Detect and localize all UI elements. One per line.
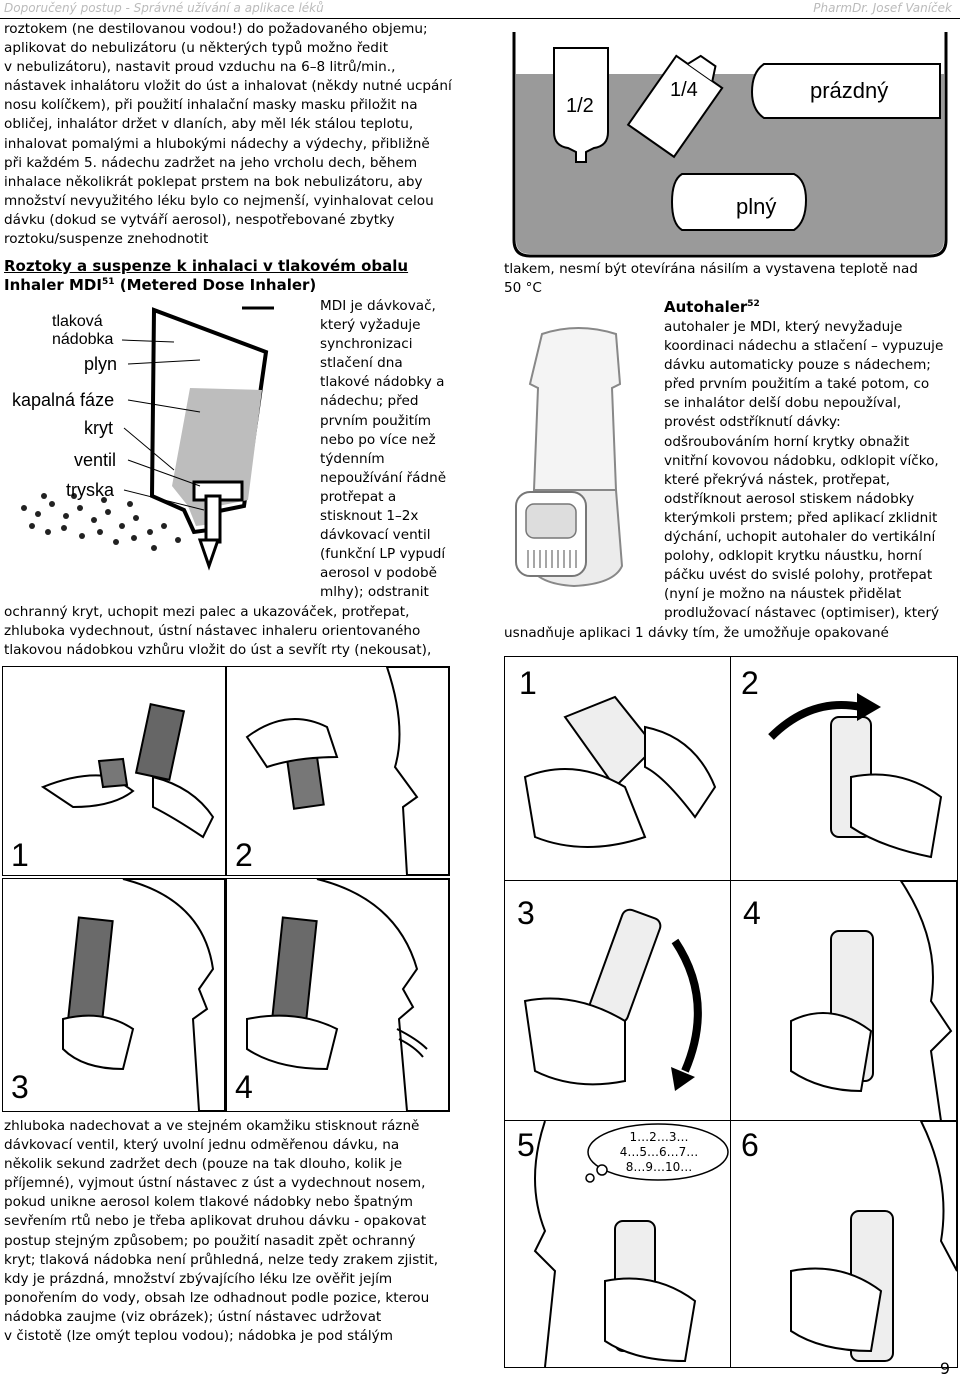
mdi-step-2-panel [226,666,450,876]
label-tank-2: nádobka [52,331,114,348]
mdi-heading: Inhaler MDI$^{51}$ (Metered Dose Inhaler) [4,276,317,294]
mdi-step-1-panel [2,666,226,876]
header-right: PharmDr. Josef Vaníček [813,1,952,15]
autohaler-text-last: usnadňuje aplikaci 1 dávky tím, že umožňuje opakované [504,625,889,641]
right-step-3-number: 3 [517,895,535,931]
autohaler-step-3-panel [504,880,732,1122]
label-valve: ventil [74,450,117,470]
right-step-2-number: 2 [741,665,759,701]
page-number: 9 [939,1359,950,1378]
left-step-1-number: 1 [11,837,29,873]
autohaler-text: autohaler je MDI, který nevyžaduje koordinaci nádechu a stlačení – vypuzuje dávku automaticky pouze s nádechem; před prvním použitím a také potom, co se inhalátor delší dobu nepoužíval, provést odstříknutí dávky: odšroubováním horní krytky obnažit vnitřní kovovou nádobku, odklopit víčko, které překrývá nástek, protřepat, odstříknout aerosol stiskem nádobky kterýmkoli prstem; před aplikací zklidnit dýchání, uchopit autohaler do vertikální polohy, odklopit krytku náustku, horní páčku uvést do svislé polohy, protřepat (nyní je možno na náustek přidělat prodlužovací nástavec (optimiser), který [664,319,944,622]
mdi-bottom-text: ochranný kryt, uchopit mezi palec a ukazováček, protřepat, zhluboka vydechnout, ústní nástavec inhaleru orientovaného tlakovou nádobkou vzhůru vložit do úst a sevřít rty (nekousat), [4,604,432,659]
bottom-text: zhluboka nadechovat a ve stejném okamžiku stisknout rázně dávkovací ventil, který uvolní jednu odměřenou dávku, na několik sekund zadržet dech (pouze na tak dlouho, kolik je příjemné), vyjmout ústní nástavec z úst a vydechnout nosem, pokud unikne aerosol kolem tlakové nádobky nebo špatným sevřením rtů nebo je třeba aplikovat druhou dávku - opakovat postup stejným způsobem; po použití nasadit zpět ochranný kryt; tlaková nádobka není průhledná, nelze tedy zrakem zjistit, kdy je prázdná, množství zbývajícího léku lze ověřit jejím ponořením do vody, obsah lze odhadnout podle pozice, kterou nádobka zaujme (viz obrázek); ústní nástavec udržovat v čistotě (lze omýt teplou vodou); nádobka je pod stálým [4,1118,439,1345]
label-quarter: 1/4 [670,79,698,101]
right-step-5-number: 5 [517,1127,535,1163]
aerosol-spray [21,493,181,551]
left-step-3-number: 3 [11,1069,29,1105]
left-step-2-number: 2 [235,837,253,873]
autohaler-heading: Autohaler$^{52}$ [664,298,760,316]
header-left: Doporučený postup - Správné užívání a aplikace léků [4,1,324,15]
mdi-step-3-panel [2,878,226,1112]
float-test-diagram [504,28,956,262]
mdi-diagram [4,300,316,600]
autohaler-step-6-panel [730,1120,958,1368]
right-step-1-number: 1 [519,665,537,701]
label-half: 1/2 [566,95,594,117]
autohaler-illustration [504,322,656,612]
mdi-canister [152,308,274,566]
right-step-6-number: 6 [741,1127,759,1163]
right-step-4-number: 4 [743,895,761,931]
label-gas: plyn [84,354,118,374]
count-line-1: 1…2…3… [629,1130,689,1144]
page-header [0,0,960,19]
right-text-1: tlakem, nesmí být otevírána násilím a vystavena teplotě nad 50 °C [504,261,918,297]
mdi-right-text: MDI je dávkovač, který vyžaduje synchronizaci stlačení dna tlakové nádobky a nádechu; před prvním použitím nebo po více než týdenním nepoužívání řádně protřepat a stisknout 1–2x dávkovací ventil (funkční LP vypudí aerosol v podobě mlhy); odstranit [320,298,447,601]
autohaler-step-2-panel [730,656,958,882]
count-line-2: 4…5…6…7… [619,1145,699,1159]
label-cap: kryt [84,418,113,438]
left-step-4-number: 4 [235,1069,253,1105]
label-tank-1: tlaková [52,313,103,330]
autohaler-step-1-panel [504,656,732,882]
label-empty: prázdný [810,78,889,103]
label-liquid: kapalná fáze [12,390,115,410]
count-bubble-text [604,1130,714,1175]
mdi-step-4-panel [226,878,450,1112]
count-line-3: 8…9…10… [625,1160,693,1174]
section-heading: Roztoky a suspenze k inhalaci v tlakovém obalu [4,257,409,275]
label-full: plný [736,194,777,219]
intro-text: roztokem (ne destilovanou vodou!) do požadovaného objemu; aplikovat do nebulizátoru (u některých typů možno ředit v nebulizátoru), nastavit proud vzduchu na 6–8 litrů/min., nástavek inhalátoru vložit do úst a inhalovat (někdy nutné ucpání nosu kolíčkem), při použití inhalační masky masku přiložit na obličej, inhalátor držet v dlaních, aby měl lék stálou teplotu, inhalovat pomalými a hlubokými nádechy a výdechy, přibližně při každém 5. nádechu zadržet na jeho vrcholu dech, během inhalace několikrát poklepat prstem na bok nebulizátoru, aby množství nevyužitého léku bylo co nejmenší, vyinhalovat celou dávku (dokud se vytváří aerosol), nespotřebované zbytky roztoku/suspenze znehodnotit [4,21,452,248]
label-nozzle: tryska [66,480,115,500]
autohaler-step-4-panel [730,880,958,1122]
